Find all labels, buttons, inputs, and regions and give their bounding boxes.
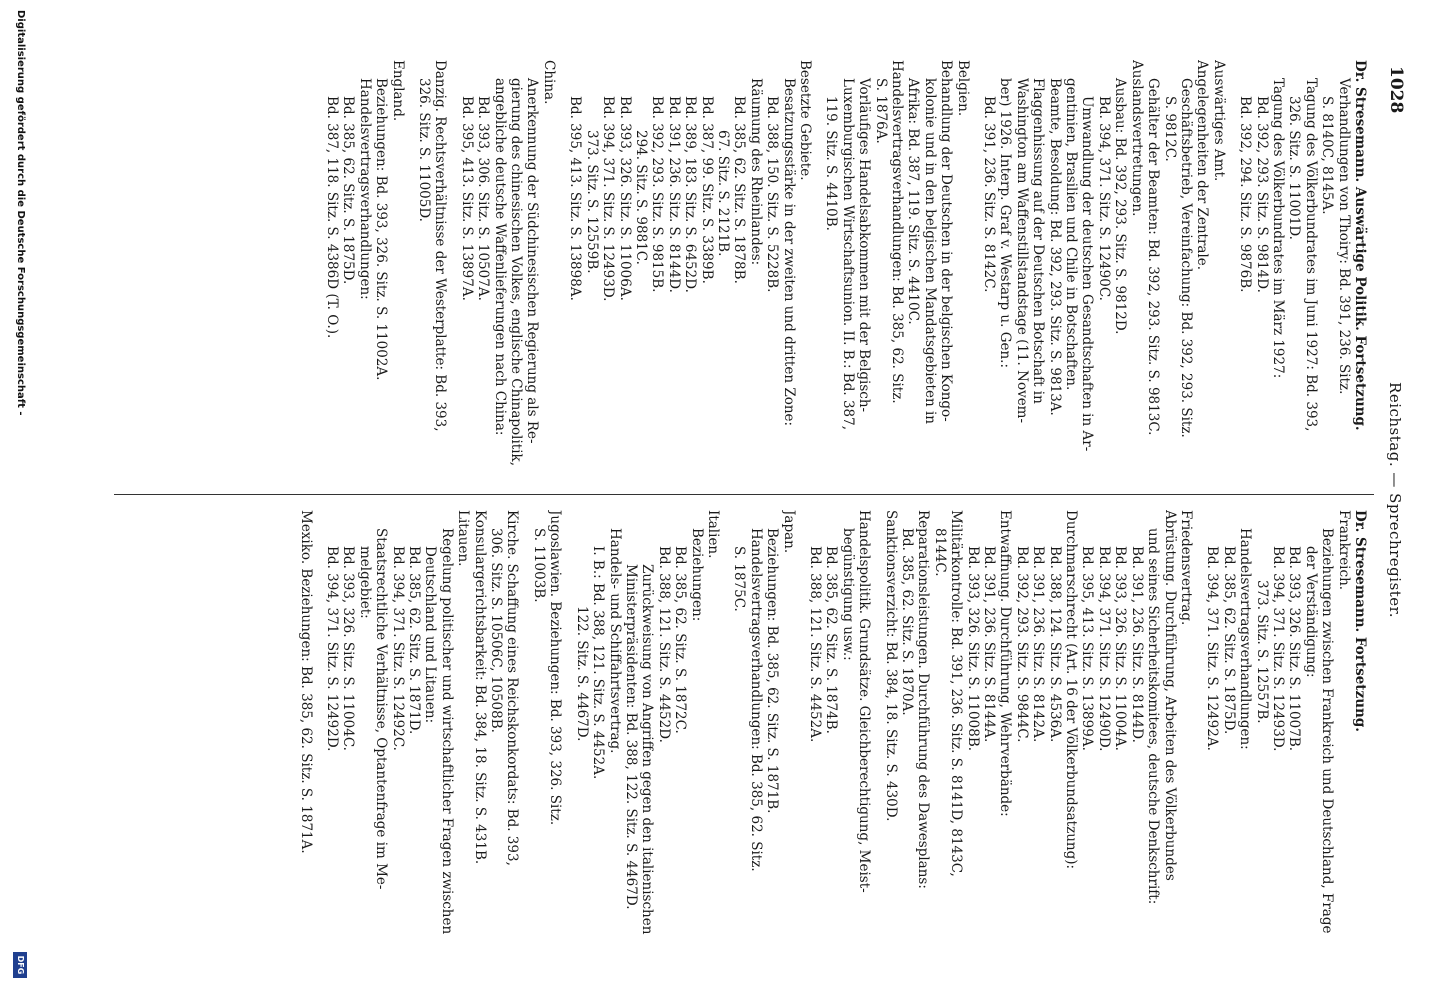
page-number: 1028 bbox=[1386, 66, 1406, 114]
spacer bbox=[872, 510, 882, 950]
register-entry-line: Auswärtiges Amt. bbox=[1210, 60, 1227, 182]
register-entry-line: kolonie und in den belgischen Mandatsgebieten in bbox=[921, 78, 938, 424]
register-entry-line: Bd. 394, 371. Sitz. S. 12490C. bbox=[1095, 96, 1112, 301]
register-entry-line: gierung des chinesischen Volkes, englische Chinapolitik, bbox=[508, 78, 525, 466]
spacer bbox=[797, 510, 807, 950]
register-entry-line: Reparationsleistungen. Durchführung des Dawesplans: bbox=[915, 510, 932, 889]
register-entry-line: Bd. 389, 183. Sitz. S. 6452D. bbox=[682, 96, 699, 293]
register-entry-line: gentinien, Brasilien und Chile in Botschaften. bbox=[1063, 78, 1080, 391]
register-entry-line: 373. Sitz. S. 12559B. bbox=[583, 130, 600, 274]
register-entry-line: Sanktionsverzicht: Bd. 384, 18. Sitz. S. 430D. bbox=[882, 510, 899, 822]
register-entry-line: Bd. 392, 293. Sitz. S. 9814D. bbox=[1253, 96, 1270, 293]
register-entry-line: Bd. 388, 150. Sitz. S. 5228B. bbox=[764, 96, 781, 293]
register-entry-line: Durchmarschrecht (Art. 16 der Völkerbundsatzung): bbox=[1063, 510, 1080, 870]
dfg-logo-icon: DFG bbox=[13, 952, 27, 978]
register-entry-line: Beziehungen: bbox=[688, 528, 705, 622]
spacer bbox=[521, 510, 531, 950]
register-entry-line: Vorläufiges Handelsabkommen mit der Belgisch- bbox=[856, 78, 873, 413]
register-entry-line: Auslandsvertretungen. bbox=[1128, 60, 1145, 217]
page-header bbox=[1380, 0, 1406, 1000]
register-entry-line: Afrika: Bd. 387, 119. Sitz. S. 4410C. bbox=[905, 78, 922, 325]
register-entry-line: Bd. 391, 236. Sitz. S. 8142C. bbox=[981, 96, 998, 293]
register-entry-line: Bd. 392, 293. Sitz. S. 9844C. bbox=[1013, 546, 1030, 743]
register-entry-line: Bd. 387, 118. Sitz. S. 4386D (T. O.). bbox=[324, 96, 341, 339]
register-entry-line: Tagung des Völkerbundrates im März 1927: bbox=[1269, 78, 1286, 379]
register-entry-line: Beziehungen zwischen Frankreich und Deutschland, Frage bbox=[1319, 528, 1336, 934]
spacer bbox=[813, 60, 823, 500]
register-entry-line: Bd. 393, 326. Sitz. S. 11006A. bbox=[616, 96, 633, 301]
register-entry-line: Washington am Waffenstillstandstage (11. Novem- bbox=[1013, 78, 1030, 424]
spacer bbox=[721, 510, 731, 950]
register-entry-line: Kirche. Schaffung eines Reichskonkordats: Bd. 393, bbox=[504, 510, 521, 866]
register-entry-line: Umwandlung der deutschen Gesandtschaften in Ar- bbox=[1079, 96, 1096, 452]
register-entry-line: ber) 1926. Interp. Graf v. Westarp u. Gen.: bbox=[997, 78, 1014, 369]
register-entry-line: Bd. 385, 62. Sitz. S. 1875D. bbox=[1220, 546, 1237, 735]
register-entry-line: Bd. 392, 293. Sitz. S. 9815B. bbox=[649, 96, 666, 293]
register-entry-line: Bd. 388, 121. Sitz. S. 4452A. bbox=[807, 546, 823, 743]
register-entry-line: Japan. bbox=[780, 510, 797, 554]
register-entry-line: Bd. 394, 371. Sitz. S. 12492C. bbox=[389, 546, 406, 751]
register-entry-line: S. 1875C. bbox=[731, 546, 748, 612]
register-entry-line: Friedensvertrag. bbox=[1177, 510, 1194, 626]
register-entry-line: Bd. 391, 236. Sitz. S. 8144D. bbox=[1128, 546, 1145, 743]
register-entry-line: Dr. Stresemann. Fortsetzung. bbox=[1352, 510, 1368, 732]
register-entry-line: S. 11003B. bbox=[530, 528, 547, 603]
register-entry-line: China. bbox=[540, 60, 557, 105]
register-entry-line: melgebiet: bbox=[356, 546, 373, 619]
register-entry-line: 373. Sitz. S. 12557B. bbox=[1253, 580, 1270, 724]
register-entry-line: Bd. 394, 371. Sitz. S. 12493D. bbox=[600, 96, 617, 302]
register-entry-line: Bd. 385, 62. Sitz. S. 1874B. bbox=[823, 546, 840, 734]
register-entry-line: 122. Sitz. S. 4467D. bbox=[573, 606, 590, 742]
register-entry-line: Dr. Stresemann. Auswärtige Politik. Fortsetzung. bbox=[1352, 60, 1368, 431]
register-entry-line: 67. Sitz. S. 2121B. bbox=[714, 130, 731, 257]
register-entry-line: Bd. 387, 99. Sitz. S. 3389B. bbox=[698, 96, 715, 284]
spacer bbox=[557, 60, 567, 500]
register-entry-line: 8144C. bbox=[931, 528, 948, 577]
register-entry-line: Beamte, Besoldung: Bd. 392, 293. Sitz. S. 9813A. bbox=[1046, 78, 1063, 416]
register-entry-line: Angelegenheiten der Zentrale. bbox=[1194, 60, 1211, 271]
register-entry-line: Luxemburgischen Wirtschaftsunion. II. B.: Bd. 387, bbox=[839, 78, 856, 431]
register-entry-line: 306. Sitz. S. 10506C, 10508B. bbox=[488, 528, 505, 733]
register-entry-line: Bd. 385, 62. Sitz. S. 1878B. bbox=[731, 96, 748, 284]
register-entry-line: Frankreich. bbox=[1335, 510, 1352, 591]
register-entry-line: 294. Sitz. S. 9881C. bbox=[632, 130, 649, 265]
register-entry-line: Bd. 395, 413. Sitz. S. 13899A. bbox=[1079, 546, 1096, 751]
register-entry-line: Bd. 393, 326. Sitz. S. 11004A. bbox=[1112, 546, 1129, 751]
spacer bbox=[1194, 510, 1204, 950]
register-entry-line: Bd. 394, 371. Sitz. S. 12492D. bbox=[324, 546, 341, 752]
register-entry-line: Belgien. bbox=[954, 60, 971, 117]
register-entry-line: Ministerpräsidenten: Bd. 388, 122. Sitz. S. 4467D. bbox=[622, 564, 639, 910]
register-entry-line: Handelsvertragsverhandlungen: Bd. 385, 62. Sitz. bbox=[747, 528, 764, 872]
register-entry-line: Verhandlungen von Thoiry: Bd. 391, 236. Sitz. bbox=[1335, 78, 1352, 395]
register-entry-line: S. 9812C. bbox=[1161, 96, 1178, 162]
register-entry-line: S. 1876A. bbox=[872, 78, 889, 144]
register-entry-line: Bd. 385, 62. Sitz. S. 1872C. bbox=[672, 546, 689, 734]
register-entry-line: 326. Sitz. S. 11001D. bbox=[1286, 96, 1303, 240]
footer-credit: Digitalisierung gefördert durch die Deutsche Forschungsgemeinschaft - bbox=[15, 10, 26, 416]
spacer bbox=[314, 510, 324, 950]
register-entry-line: Tagung des Völkerbundrates im Juni 1927: Bd. 393, bbox=[1302, 78, 1319, 432]
register-entry-line: und seines Sicherheitskomitees, deutsche Denkschrift: bbox=[1145, 528, 1162, 905]
register-entry-line: Regelung politischer und wirtschaftlicher Fragen zwischen bbox=[438, 528, 455, 935]
register-entry-line: 326. Sitz. S. 11005D. bbox=[416, 78, 433, 222]
register-entry-line: Bd. 385, 62. Sitz. S. 1870A. bbox=[899, 528, 916, 716]
register-entry-line: Beziehungen: Bd. 393, 326. Sitz. S. 11002A. bbox=[373, 78, 390, 381]
register-entry-line: Bd. 388, 124. Sitz. S. 4536A. bbox=[1046, 546, 1063, 743]
register-entry-line: Handelspolitik. Grundsätze. Gleichberechtigung, Meist- bbox=[856, 510, 873, 893]
spacer bbox=[406, 60, 416, 500]
register-entry-line: Besetzte Gebiete. bbox=[797, 60, 813, 181]
register-entry-line: Behandlung der Deutschen in der belgischen Kongo- bbox=[938, 60, 955, 422]
register-entry-line: Deutschland und Litauen: bbox=[422, 546, 439, 724]
register-entry-line: Bd. 391, 236. Sitz. S. 8144D. bbox=[665, 96, 682, 293]
register-entry-line: Bd. 391, 236. Sitz. S. 8144A. bbox=[981, 546, 998, 743]
register-entry-line: Flaggenhissung auf der Deutschen Botschaft in bbox=[1030, 78, 1047, 404]
register-entry-line: I. B.: Bd. 388, 121. Sitz. S. 4452A. bbox=[590, 546, 607, 780]
register-entry-line: Bd. 388, 121. Sitz. S. 4452D. bbox=[655, 546, 672, 743]
page-footer bbox=[8, 0, 30, 1000]
register-entry-line: 119. Sitz. S. 4410B. bbox=[823, 96, 840, 231]
register-entry-line: Militärkontrolle: Bd. 391, 236. Sitz. S. 8141D, 8143C, bbox=[948, 510, 965, 877]
register-entry-line: England. bbox=[389, 60, 406, 122]
register-entry-line: Zurückweisung von Angriffen gegen den italienischen bbox=[639, 564, 656, 935]
register-entry-line: Bd. 392, 294. Sitz. S. 9876B. bbox=[1237, 96, 1254, 293]
register-entry-line: begünstigung usw.: bbox=[839, 528, 856, 661]
register-entry-line: Handelsvertragsverhandlungen: bbox=[356, 78, 373, 300]
spacer bbox=[563, 510, 573, 950]
register-entry-line: Jugoslawien. Beziehungen: Bd. 393, 326. Sitz. bbox=[547, 510, 564, 826]
register-entry-line: Litauen. bbox=[455, 510, 472, 567]
spacer bbox=[1227, 60, 1237, 500]
register-entry-line: Bd. 385, 62. Sitz. S. 1875D. bbox=[340, 96, 357, 285]
register-entry-line: Anerkennung der Südchinesischen Regierung als Re- bbox=[524, 78, 541, 444]
register-entry-line: der Verständigung: bbox=[1302, 546, 1319, 678]
register-entry-line: Besatzungsstärke in der zweiten und dritten Zone: bbox=[780, 78, 797, 427]
column-divider bbox=[114, 494, 1374, 495]
register-entry-line: Danzig. Rechtsverhältnisse der Westerplatte: Bd. 393, bbox=[432, 60, 449, 432]
register-entry-line: Gehälter der Beamten: Bd. 392, 293. Sitz. S. 9813C. bbox=[1145, 78, 1162, 436]
register-entry-line: Beziehungen: Bd. 385, 62. Sitz. S. 1871B. bbox=[764, 528, 781, 814]
register-entry-line: Ausbau: Bd. 392, 293. Sitz. S. 9812D. bbox=[1112, 78, 1129, 335]
spacer bbox=[971, 60, 981, 500]
register-entry-line: Bd. 391, 236. Sitz. S. 8142A. bbox=[1030, 546, 1047, 743]
register-entry-line: S. 8140C, 8145A. bbox=[1319, 96, 1336, 215]
register-entry-line: Abrüstung. Durchführung, Arbeiten des Völkerbundes bbox=[1161, 510, 1178, 881]
register-entry-line: Entwaffnung. Durchführung, Wehrverbände: bbox=[997, 510, 1014, 817]
register-entry-line: Bd. 393, 326. Sitz. S. 11008B. bbox=[964, 546, 981, 752]
register-entry-line: Handelsvertragsverhandlungen: bbox=[1237, 528, 1254, 750]
spacer bbox=[448, 60, 458, 500]
register-entry-line: Bd. 394, 371. Sitz. S. 12490D. bbox=[1095, 546, 1112, 752]
register-entry-line: Bd. 393, 326. Sitz. S. 11004C. bbox=[340, 546, 357, 751]
register-entry-line: angebliche deutsche Waffenlieferungen nach China: bbox=[491, 78, 508, 436]
register-entry-line: Handelsvertragsverhandlungen: Bd. 385, 62. Sitz. bbox=[889, 60, 906, 404]
left-column bbox=[324, 60, 1368, 500]
register-entry-line: Italien. bbox=[704, 510, 721, 559]
register-entry-line: Geschäftsbetrieb, Vereinfachung: Bd. 392, 293. Sitz. bbox=[1177, 78, 1194, 438]
register-entry-line: Bd. 393, 306. Sitz. S. 10507A. bbox=[475, 96, 492, 301]
register-entry-line: Bd. 395, 413. Sitz. S. 13898A. bbox=[567, 96, 584, 301]
register-entry-line: Konsulargerichtsbarkeit: Bd. 384, 18. Sitz. S. 431B. bbox=[471, 510, 488, 865]
register-entry-line: Bd. 394, 371. Sitz. S. 12493D. bbox=[1269, 546, 1286, 752]
register-entry-line: Räumung des Rheinlandes: bbox=[747, 78, 764, 266]
register-entry-line: Staatsrechtliche Verhältnisse, Optantenfrage im Me- bbox=[373, 528, 390, 890]
register-entry-line: Bd. 385, 62. Sitz. S. 1871D. bbox=[406, 546, 423, 735]
register-entry-line: Bd. 395, 413. Sitz. S. 13897A. bbox=[458, 96, 475, 301]
register-entry-line: Handels- und Schiffahrtsvertrag. bbox=[606, 528, 623, 754]
register-entry-line: Bd. 393, 326. Sitz. S. 11007B. bbox=[1286, 546, 1303, 752]
right-column bbox=[297, 510, 1368, 950]
register-entry-line: Bd. 394, 371. Sitz. S. 12492A. bbox=[1204, 546, 1221, 751]
page-title: Reichstag. — Sprechregister. bbox=[1386, 382, 1404, 618]
register-entry-line: Mexiko. Beziehungen: Bd. 385, 62. Sitz. S. 1871A. bbox=[297, 510, 314, 854]
